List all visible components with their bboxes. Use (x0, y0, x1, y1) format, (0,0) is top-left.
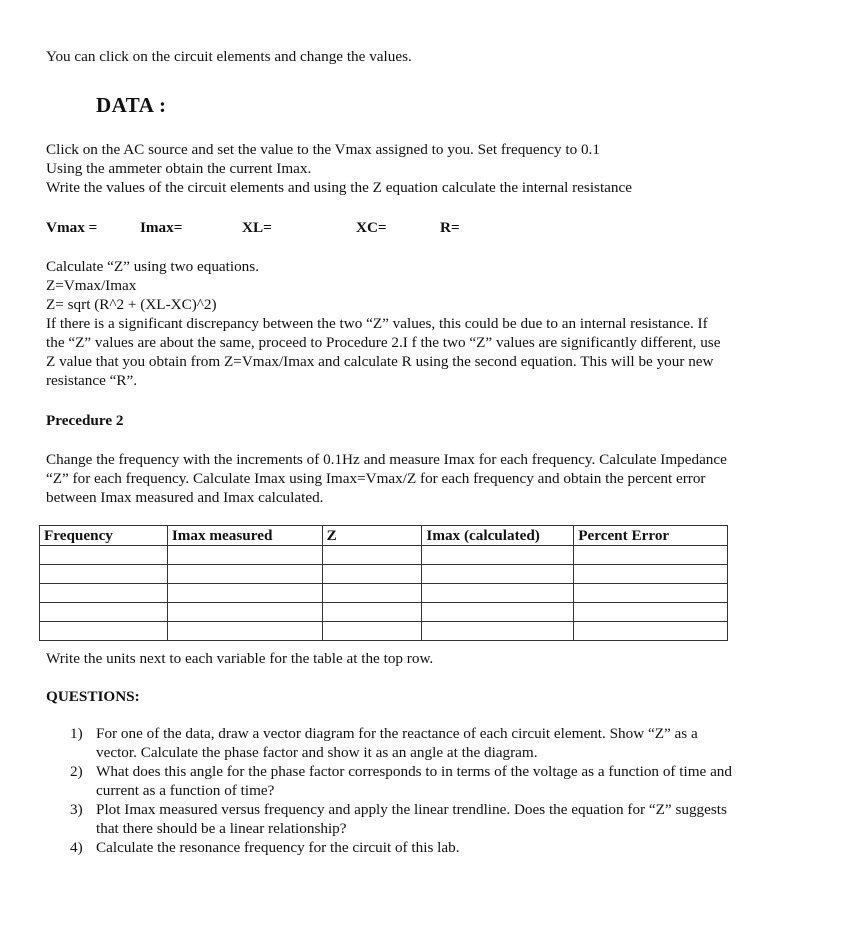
question-item (70, 800, 848, 838)
question-line: What does this angle for the phase factor corresponds to in terms of the voltage as a function of time and (96, 763, 732, 780)
calc-line: Calculate “Z” using two equations. (46, 258, 259, 275)
table-cell[interactable] (40, 546, 168, 565)
table-cell[interactable] (40, 584, 168, 603)
table-cell[interactable] (422, 565, 574, 584)
question-line: vector. Calculate the phase factor and show it as an angle at the diagram. (96, 744, 538, 761)
table-cell[interactable] (422, 546, 574, 565)
question-item (70, 724, 848, 762)
table-row (40, 546, 728, 565)
table-cell[interactable] (574, 565, 728, 584)
table-cell[interactable] (167, 584, 322, 603)
table-cell[interactable] (167, 546, 322, 565)
question-line: that there should be a linear relationship? (96, 820, 347, 837)
table-cell[interactable] (322, 622, 422, 641)
procedure2-line: “Z” for each frequency. Calculate Imax using Imax=Vmax/Z for each frequency and obtain the percent error (46, 470, 706, 487)
table-cell[interactable] (322, 584, 422, 603)
question-line: current as a function of time? (96, 782, 275, 799)
calc-paragraph-line: If there is a significant discrepancy between the two “Z” values, this could be due to an internal resistance. If (46, 315, 708, 332)
table-cell[interactable] (422, 584, 574, 603)
table-cell[interactable] (322, 546, 422, 565)
question-item (70, 838, 848, 857)
table-row (40, 565, 728, 584)
table-cell[interactable] (40, 603, 168, 622)
calc-equation-1: Z=Vmax/Imax (46, 277, 137, 294)
data-table (39, 525, 728, 641)
procedure2-line: between Imax measured and Imax calculated. (46, 489, 324, 506)
table-cell[interactable] (574, 546, 728, 565)
table-cell[interactable] (574, 584, 728, 603)
procedure2-line: Change the frequency with the increments of 0.1Hz and measure Imax for each frequency. Calculate Impedance (46, 451, 727, 468)
table-note: Write the units next to each variable for the table at the top row. (46, 650, 434, 667)
instruction-line: Write the values of the circuit elements and using the Z equation calculate the internal resistance (46, 179, 632, 196)
col-header-imax-measured: Imax measured (167, 526, 322, 546)
col-header-imax-calculated: Imax (calculated) (422, 526, 574, 546)
calc-equation-2: Z= sqrt (R^2 + (XL-XC)^2) (46, 296, 217, 313)
var-vmax: Vmax = (46, 219, 98, 236)
question-number: 1) (70, 725, 83, 742)
table-cell[interactable] (40, 622, 168, 641)
questions-heading: QUESTIONS: (46, 688, 140, 705)
table-cell[interactable] (322, 603, 422, 622)
question-number: 2) (70, 763, 83, 780)
table-cell[interactable] (40, 565, 168, 584)
calc-paragraph-line: the “Z” values are about the same, proceed to Procedure 2.I f the two “Z” values are significantly different, use (46, 334, 721, 351)
table-row (40, 584, 728, 603)
procedure2-block (46, 450, 727, 507)
question-line: Calculate the resonance frequency for the circuit of this lab. (96, 839, 460, 856)
procedure2-heading: Precedure 2 (46, 412, 124, 429)
var-xl: XL= (242, 219, 272, 236)
var-xc: XC= (356, 219, 387, 236)
table-cell[interactable] (574, 603, 728, 622)
table-cell[interactable] (422, 622, 574, 641)
table-cell[interactable] (574, 622, 728, 641)
calc-paragraph-line: resistance “R”. (46, 372, 138, 389)
instructions-block (46, 140, 632, 197)
question-item (70, 762, 848, 800)
data-heading: DATA : (96, 93, 167, 117)
question-line: Plot Imax measured versus frequency and apply the linear trendline. Does the equation for “Z” suggests (96, 801, 727, 818)
col-header-frequency: Frequency (40, 526, 168, 546)
question-line: For one of the data, draw a vector diagram for the reactance of each circuit element. Show “Z” as a (96, 725, 698, 742)
calc-paragraph-line: Z value that you obtain from Z=Vmax/Imax and calculate R using the second equation. This will be your new (46, 353, 714, 370)
var-imax: Imax= (140, 219, 183, 236)
instruction-line: Using the ammeter obtain the current Imax. (46, 160, 312, 177)
col-header-z: Z (322, 526, 422, 546)
table-cell[interactable] (167, 622, 322, 641)
table-cell[interactable] (167, 565, 322, 584)
table-row (40, 622, 728, 641)
questions-list (48, 724, 848, 857)
question-number: 4) (70, 839, 83, 856)
col-header-percent-error: Percent Error (574, 526, 728, 546)
var-r: R= (440, 219, 460, 236)
question-number: 3) (70, 801, 83, 818)
table-row (40, 603, 728, 622)
table-cell[interactable] (167, 603, 322, 622)
table-cell[interactable] (422, 603, 574, 622)
table-cell[interactable] (322, 565, 422, 584)
table-header-row (40, 526, 728, 546)
intro-text: You can click on the circuit elements and change the values. (46, 48, 412, 65)
instruction-line: Click on the AC source and set the value to the Vmax assigned to you. Set frequency to 0.1 (46, 141, 600, 158)
calc-block (46, 257, 720, 390)
